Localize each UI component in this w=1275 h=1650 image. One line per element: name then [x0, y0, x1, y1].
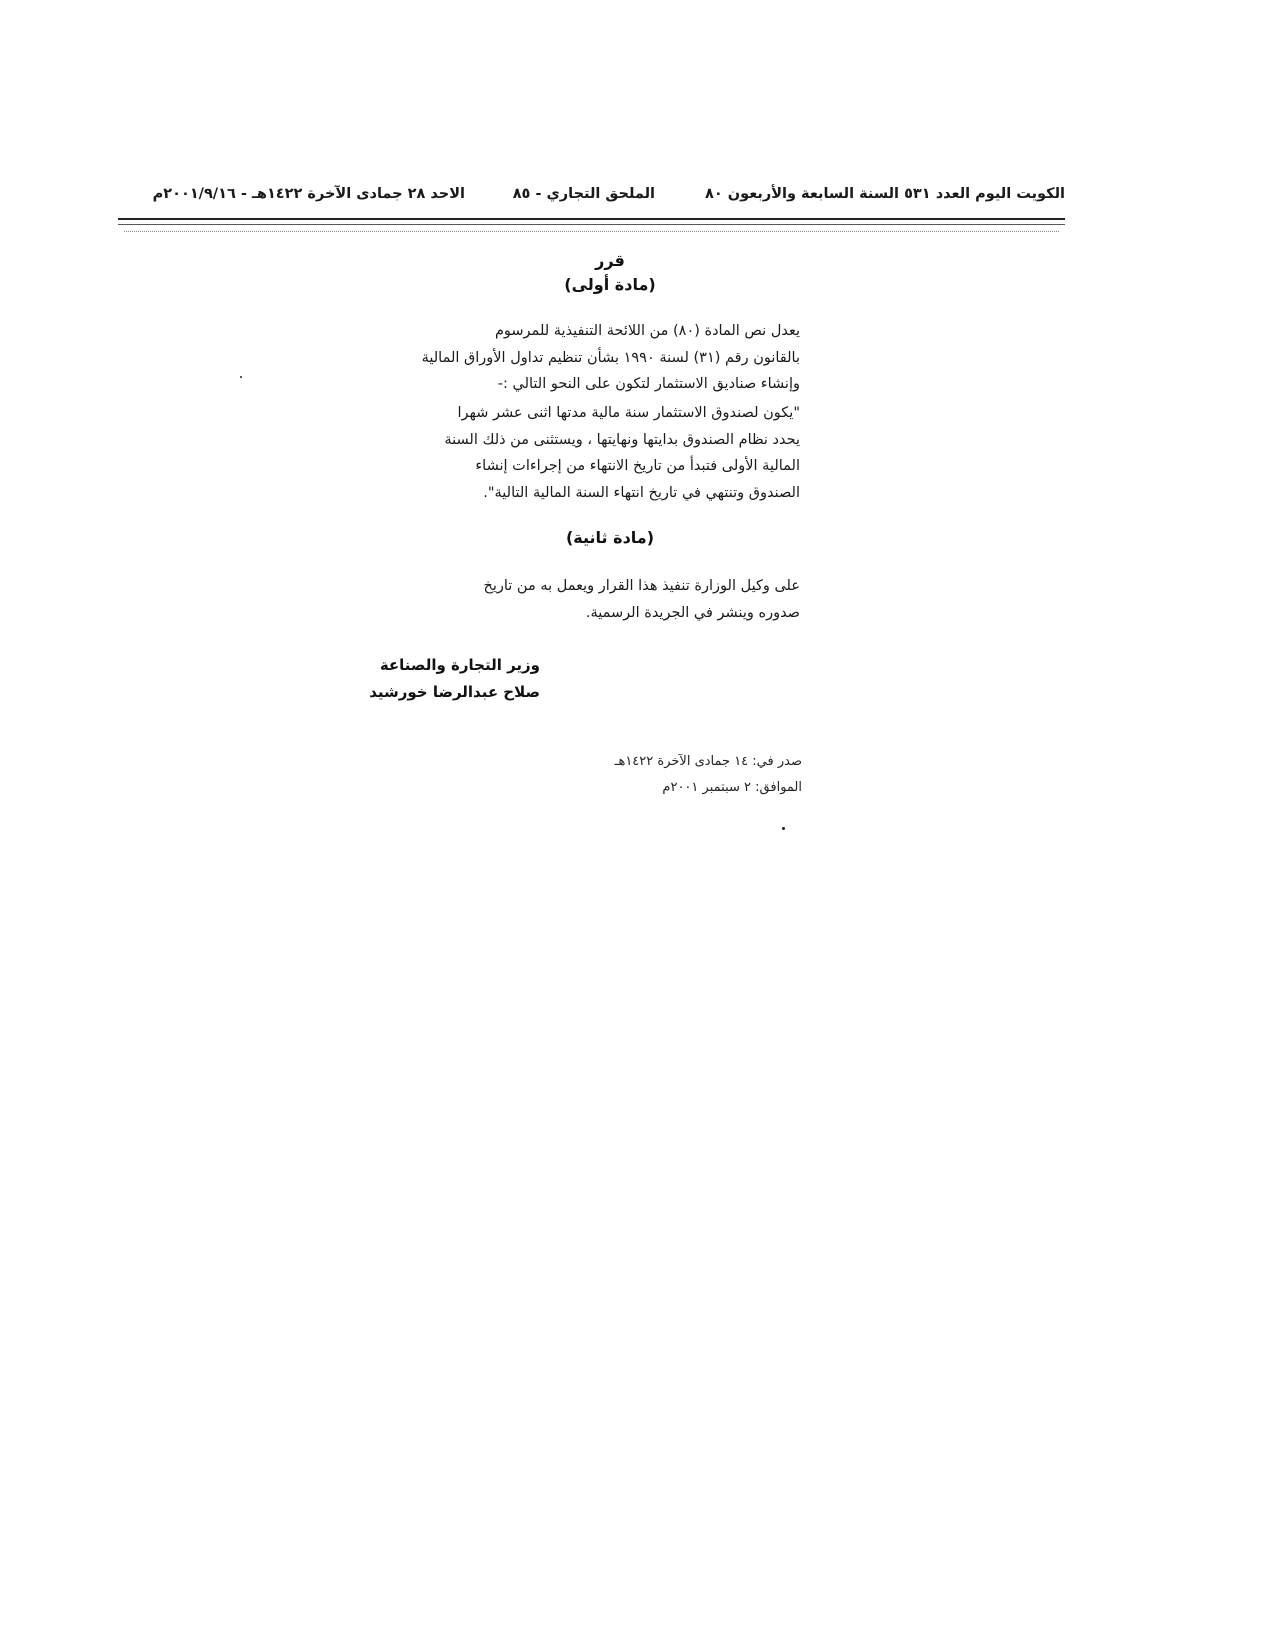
article-2-title: (مادة ثانية)	[565, 528, 655, 547]
issue-date-hijri: صدر في: ١٤ جمادى الآخرة ١٤٢٢هـ	[614, 754, 802, 769]
gazette-header	[118, 186, 1065, 216]
paragraph-line: يعدل نص المادة (٨٠) من اللائحة التنفيذية للمرسوم	[494, 323, 800, 339]
signatory-name: صلاح عبدالرضا خورشيد	[369, 683, 540, 701]
article-1-title: (مادة أولى)	[564, 275, 656, 294]
header-rule-thin	[118, 224, 1065, 225]
paragraph-line: صدوره وينشر في الجريدة الرسمية.	[585, 604, 800, 621]
article-1-paragraph-1	[422, 318, 800, 398]
paragraph-line: على وكيل الوزارة تنفيذ هذا القرار ويعمل به من تاريخ	[483, 578, 800, 594]
issue-date-gregorian: الموافق: ٢ سبتمبر ٢٠٠١م	[662, 780, 802, 795]
decision-heading: قرر	[595, 251, 625, 270]
header-date: الاحد ٢٨ جمادى الآخرة ١٤٢٢هـ - ٢٠٠١/٩/١٦م	[152, 186, 465, 202]
scan-speck	[240, 376, 242, 378]
issue-date-block	[615, 749, 802, 801]
header-supplement: الملحق التجاري - ٨٥	[512, 186, 655, 202]
signatory-title: وزير التجارة والصناعة	[379, 656, 540, 674]
header-rule-thick	[118, 218, 1065, 220]
paragraph-line: وإنشاء صناديق الاستثمار لتكون على النحو التالي :-	[497, 376, 800, 392]
paragraph-line: "يكون لصندوق الاستثمار سنة مالية مدتها اثنى عشر شهرا	[457, 405, 800, 421]
header-rule-dotted	[124, 231, 1059, 232]
article-2-paragraph	[483, 573, 800, 626]
signature-block	[369, 652, 540, 706]
header-issue: الكويت اليوم العدد ٥٣١ السنة السابعة والأربعون ٨٠	[705, 186, 1065, 202]
article-1-paragraph-2	[444, 400, 800, 506]
paragraph-line: بالقانون رقم (٣١) لسنة ١٩٩٠ بشأن تنظيم تداول الأوراق المالية	[421, 349, 800, 366]
paragraph-line: الصندوق وتنتهي في تاريخ انتهاء السنة المالية التالية".	[483, 484, 800, 501]
paragraph-line: يحدد نظام الصندوق بدايتها ونهايتها ، ويستثنى من ذلك السنة	[444, 431, 800, 448]
scan-speck	[782, 827, 785, 830]
paragraph-line: المالية الأولى فتبدأ من تاريخ الانتهاء من إجراءات إنشاء	[475, 458, 800, 474]
